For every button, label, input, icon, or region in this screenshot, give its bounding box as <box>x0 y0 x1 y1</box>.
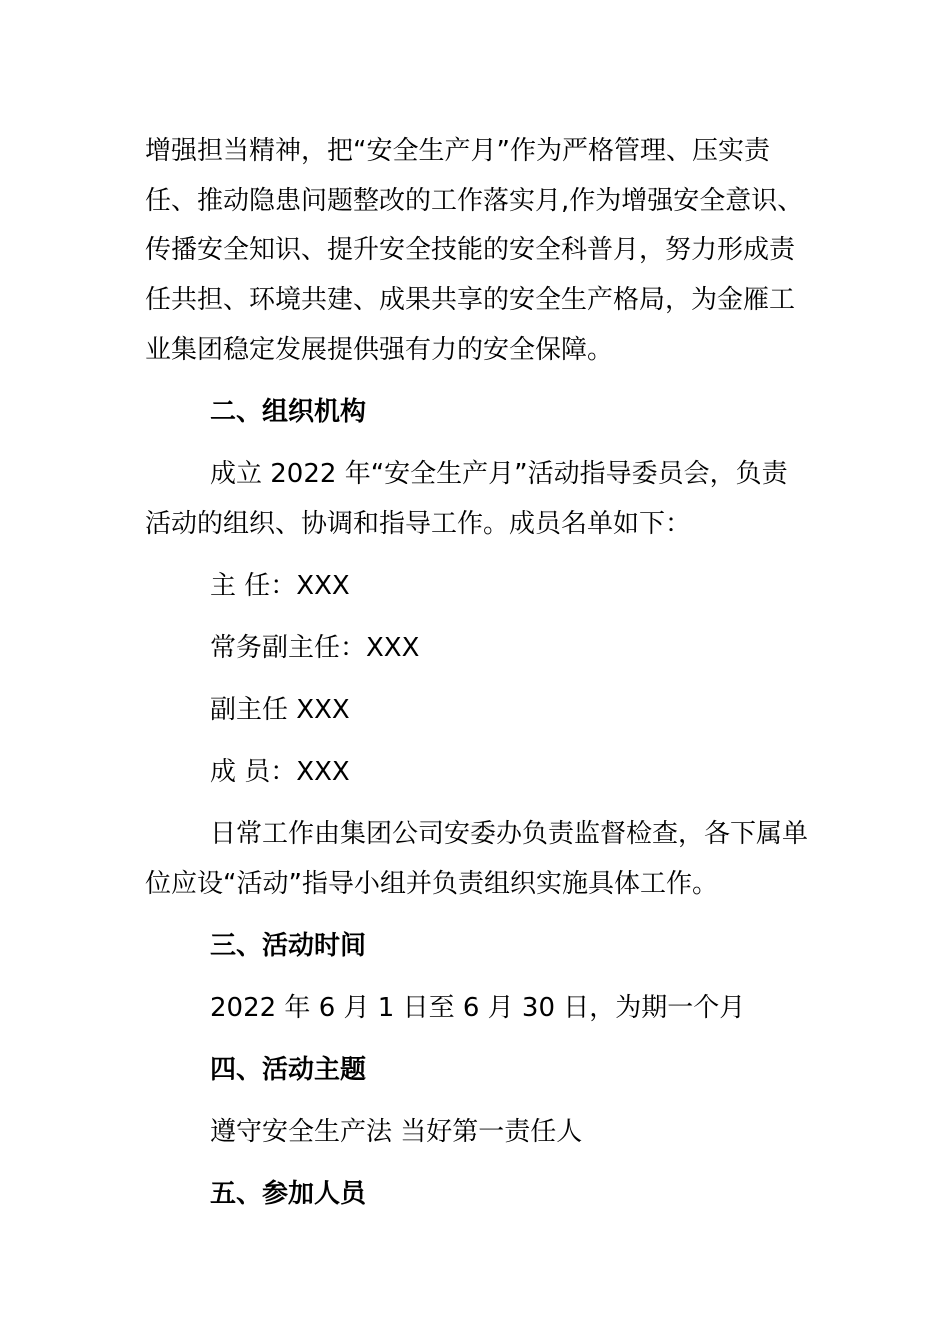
activity-time-text: 2022 年 6 月 1 日至 6 月 30 日，为期一个月 <box>210 993 746 1023</box>
paragraph-line: 传播安全知识、提升安全技能的安全科普月，努力形成责 <box>145 235 796 265</box>
paragraph-line: 任、推动隐患问题整改的工作落实月,作为增强安全意识、 <box>145 186 804 216</box>
activity-theme-text: 遵守安全生产法 当好第一责任人 <box>210 1117 583 1147</box>
paragraph-line: 活动的组织、协调和指导工作。成员名单如下： <box>145 509 692 539</box>
member-members: 成 员：XXX <box>210 757 350 787</box>
section-heading-time: 三、活动时间 <box>210 931 367 961</box>
section-heading-theme: 四、活动主题 <box>210 1055 367 1085</box>
paragraph-line: 业集团稳定发展提供强有力的安全保障。 <box>145 335 614 365</box>
paragraph-line: 成立 2022 年“安全生产月”活动指导委员会，负责 <box>210 459 788 489</box>
paragraph-line: 日常工作由集团公司安委办负责监督检查，各下属单 <box>210 819 809 849</box>
member-deputy-director: 副主任 XXX <box>210 695 350 725</box>
member-director: 主 任：XXX <box>210 571 350 601</box>
paragraph-line: 位应设“活动”指导小组并负责组织实施具体工作。 <box>145 869 718 899</box>
paragraph-line: 任共担、环境共建、成果共享的安全生产格局，为金雁工 <box>145 285 796 315</box>
member-executive-deputy-director: 常务副主任：XXX <box>210 633 420 663</box>
section-heading-organization: 二、组织机构 <box>210 397 367 427</box>
paragraph-line: 增强担当精神，把“安全生产月”作为严格管理、压实责 <box>145 136 770 166</box>
section-heading-participants: 五、参加人员 <box>210 1179 367 1209</box>
